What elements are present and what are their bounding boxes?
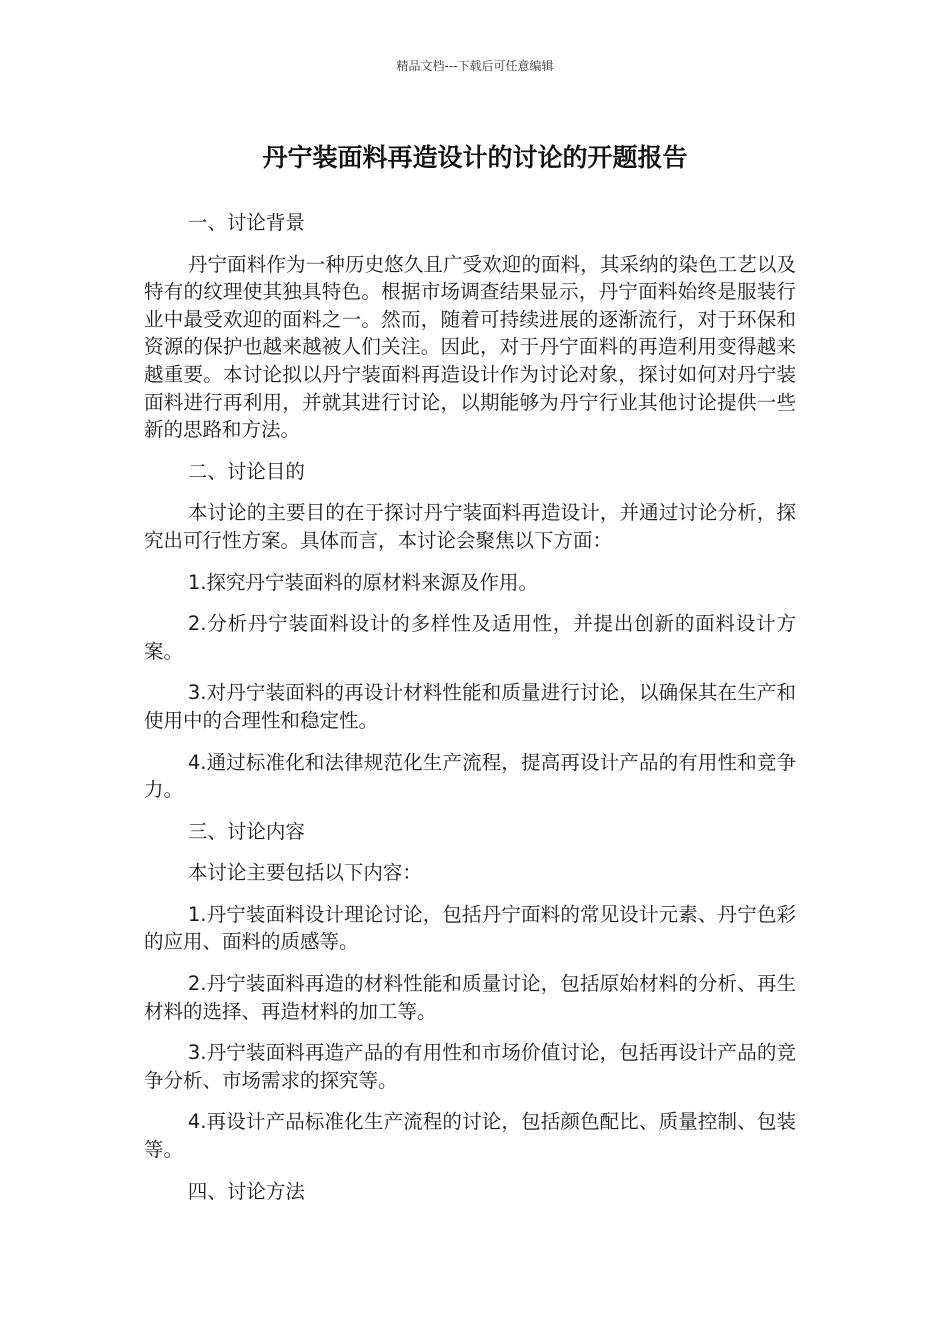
content-item-2: 2.丹宁装面料再造的材料性能和质量讨论，包括原始材料的分析、再生材料的选择、再造材料的加工等。	[144, 972, 796, 1023]
document-body	[144, 209, 796, 1219]
background-paragraph: 丹宁面料作为一种历史悠久且广受欢迎的面料，其采纳的染色工艺以及特有的纹理使其独具特色。根据市场调查结果显示，丹宁面料始终是服装行业中最受欢迎的面料之一。然而，随着可持续进展的逐渐流行，对于环保和资源的保护也越来越被人们关注。因此，对于丹宁面料的再造利用变得越来越重要。本讨论拟以丹宁装面料再造设计作为讨论对象，探讨如何对丹宁装面料进行再利用，并就其进行讨论，以期能够为丹宁行业其他讨论提供一些新的思路和方法。	[144, 252, 796, 442]
section-heading-purpose: 二、讨论目的	[187, 459, 305, 483]
purpose-item-2: 2.分析丹宁装面料设计的多样性及适用性，并提出创新的面料设计方案。	[144, 612, 796, 663]
section-heading-content: 三、讨论内容	[187, 819, 305, 843]
content-paragraph: 本讨论主要包括以下内容：	[187, 861, 422, 885]
content-item-1: 1.丹宁装面料设计理论讨论，包括丹宁面料的常见设计元素、丹宁色彩的应用、面料的质感等。	[144, 902, 796, 954]
purpose-item-1: 1.探究丹宁装面料的原材料来源及作用。	[187, 570, 538, 594]
purpose-item-4: 4.通过标准化和法律规范化生产流程，提高再设计产品的有用性和竞争力。	[144, 750, 796, 802]
content-item-4: 4.再设计产品标准化生产流程的讨论，包括颜色配比、质量控制、包装等。	[144, 1110, 796, 1162]
purpose-paragraph: 本讨论的主要目的在于探讨丹宁装面料再造设计，并通过讨论分析，探究出可行性方案。具体而言，本讨论会聚焦以下方面：	[144, 501, 796, 552]
page-header-note: 精品文档---下载后可任意编辑	[396, 59, 554, 73]
section-heading-background: 一、讨论背景	[187, 211, 305, 234]
document-title: 丹宁装面料再造设计的讨论的开题报告	[262, 143, 688, 172]
content-item-3: 3.丹宁装面料再造产品的有用性和市场价值讨论，包括再设计产品的竞争分析、市场需求的探究等。	[144, 1041, 796, 1092]
section-heading-method: 四、讨论方法	[187, 1179, 305, 1203]
purpose-item-3: 3.对丹宁装面料的再设计材料性能和质量进行讨论，以确保其在生产和使用中的合理性和稳定性。	[144, 681, 796, 732]
